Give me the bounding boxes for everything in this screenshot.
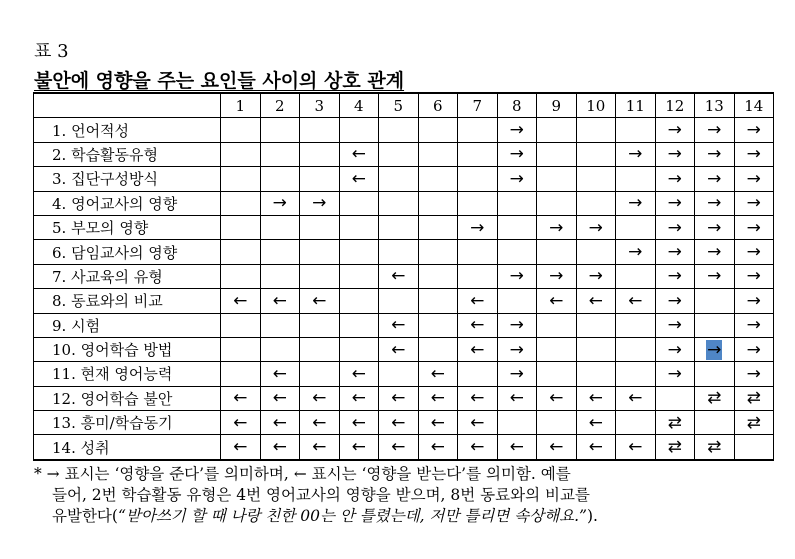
relation-cell xyxy=(221,191,261,215)
relation-cell: → xyxy=(655,215,695,239)
header-row xyxy=(34,93,774,118)
relation-cell: → xyxy=(695,240,735,264)
relation-cell xyxy=(300,337,340,361)
column-header-12: 12 xyxy=(655,93,695,118)
relation-cell xyxy=(260,118,300,142)
relation-cell: → xyxy=(458,215,498,239)
relation-cell xyxy=(379,167,419,191)
relation-cell: → xyxy=(734,337,774,361)
relation-cell xyxy=(576,337,616,361)
relation-cell xyxy=(418,264,458,288)
row-label: 7. 사교육의 유형 xyxy=(34,264,221,288)
footnote-line-3 xyxy=(34,506,774,527)
relation-cell xyxy=(616,337,656,361)
row-label: 9. 시험 xyxy=(34,313,221,337)
relation-cell: ← xyxy=(379,411,419,435)
column-header-3: 3 xyxy=(300,93,340,118)
relation-cell: → xyxy=(537,215,577,239)
table-row xyxy=(34,289,774,313)
relation-cell: ← xyxy=(300,386,340,410)
relation-cell xyxy=(260,142,300,166)
column-header-9: 9 xyxy=(537,93,577,118)
relation-cell: ← xyxy=(260,386,300,410)
relation-cell xyxy=(260,264,300,288)
relation-cell: → xyxy=(655,264,695,288)
relation-cell: → xyxy=(497,264,537,288)
relation-cell xyxy=(695,337,735,361)
relation-cell xyxy=(379,215,419,239)
relation-cell xyxy=(616,411,656,435)
relation-cell xyxy=(300,142,340,166)
relation-cell xyxy=(418,167,458,191)
relation-cell: ← xyxy=(221,435,261,460)
relation-cell xyxy=(339,215,379,239)
relation-cell xyxy=(655,386,695,410)
table-label: 표 3 xyxy=(34,41,69,62)
relation-cell: ← xyxy=(537,289,577,313)
relation-cell: → xyxy=(300,191,340,215)
relation-cell: ← xyxy=(379,386,419,410)
relation-cell xyxy=(418,289,458,313)
row-label: 14. 성취 xyxy=(34,435,221,460)
relation-cell: ← xyxy=(576,386,616,410)
relation-cell: ⇄ xyxy=(655,411,695,435)
relation-cell xyxy=(537,167,577,191)
footnote-quote: “받아쓰기 할 때 나랑 친한 00는 안 틀렸는데, 저만 틀리면 속상해요.” xyxy=(117,507,587,525)
relation-cell xyxy=(537,240,577,264)
relation-cell: ← xyxy=(418,362,458,386)
relation-cell: → xyxy=(537,264,577,288)
relation-cell: → xyxy=(497,313,537,337)
relation-cell xyxy=(458,264,498,288)
relation-cell: → xyxy=(616,142,656,166)
relation-cell xyxy=(458,240,498,264)
relation-cell: → xyxy=(497,337,537,361)
relation-cell xyxy=(300,118,340,142)
relation-cell: → xyxy=(655,313,695,337)
relation-cell: ← xyxy=(616,289,656,313)
row-label: 11. 현재 영어능력 xyxy=(34,362,221,386)
relation-cell: ← xyxy=(616,386,656,410)
relation-cell xyxy=(221,264,261,288)
relation-cell: ← xyxy=(616,435,656,460)
relation-cell: ← xyxy=(576,289,616,313)
relation-cell: → xyxy=(497,118,537,142)
relation-cell: ← xyxy=(300,411,340,435)
relation-cell: ← xyxy=(379,337,419,361)
column-header-14: 14 xyxy=(734,93,774,118)
relation-cell: ← xyxy=(221,386,261,410)
relation-cell xyxy=(221,167,261,191)
relation-cell xyxy=(300,362,340,386)
relation-cell xyxy=(339,337,379,361)
relation-cell xyxy=(497,191,537,215)
relation-cell: → xyxy=(655,362,695,386)
relation-cell: → xyxy=(734,142,774,166)
relation-cell: ← xyxy=(576,411,616,435)
relation-cell: → xyxy=(655,142,695,166)
relation-cell xyxy=(418,240,458,264)
relation-cell xyxy=(616,167,656,191)
relation-cell xyxy=(576,362,616,386)
relation-cell: ← xyxy=(260,362,300,386)
relation-cell xyxy=(537,362,577,386)
row-label: 3. 집단구성방식 xyxy=(34,167,221,191)
relation-cell xyxy=(221,118,261,142)
relation-cell xyxy=(616,313,656,337)
relation-cell: ← xyxy=(339,386,379,410)
relation-cell xyxy=(339,313,379,337)
footnote-line-2: 들어, 2번 학습활동 유형은 4번 영어교사의 영향을 받으며, 8번 동료와의 비교를 xyxy=(52,486,590,504)
footnote-suffix: ). xyxy=(586,507,598,525)
relation-cell: ← xyxy=(458,313,498,337)
relation-cell xyxy=(537,142,577,166)
relation-cell: ← xyxy=(379,313,419,337)
relation-cell xyxy=(458,142,498,166)
relation-cell: → xyxy=(576,215,616,239)
column-header-4: 4 xyxy=(339,93,379,118)
relation-cell: → xyxy=(734,215,774,239)
relation-cell: ⇄ xyxy=(695,386,735,410)
relation-cell: ← xyxy=(379,264,419,288)
relation-cell: → xyxy=(734,240,774,264)
relation-cell: ← xyxy=(379,435,419,460)
relation-cell: ← xyxy=(497,435,537,460)
relation-cell: → xyxy=(655,191,695,215)
relation-cell: ← xyxy=(537,386,577,410)
table-row xyxy=(34,240,774,264)
relation-cell xyxy=(339,118,379,142)
relation-cell xyxy=(221,362,261,386)
relation-cell xyxy=(576,313,616,337)
relation-cell: → xyxy=(695,142,735,166)
relation-cell: → xyxy=(655,167,695,191)
relation-cell: ⇄ xyxy=(655,435,695,460)
relation-cell: → xyxy=(695,167,735,191)
relation-cell: ← xyxy=(418,435,458,460)
relation-cell xyxy=(695,313,735,337)
relation-cell xyxy=(379,289,419,313)
relation-cell xyxy=(537,411,577,435)
relation-cell xyxy=(221,337,261,361)
relation-cell xyxy=(379,142,419,166)
relation-cell: ← xyxy=(339,411,379,435)
relation-cell: ← xyxy=(339,142,379,166)
relation-cell xyxy=(616,362,656,386)
table-row xyxy=(34,313,774,337)
relation-cell xyxy=(339,191,379,215)
relation-cell xyxy=(379,240,419,264)
column-header-8: 8 xyxy=(497,93,537,118)
footnote xyxy=(34,464,774,527)
relation-cell: → xyxy=(576,264,616,288)
relation-cell: ← xyxy=(418,386,458,410)
relation-cell: ← xyxy=(497,386,537,410)
relation-cell xyxy=(458,167,498,191)
row-label: 6. 담임교사의 영향 xyxy=(34,240,221,264)
relation-cell xyxy=(576,167,616,191)
row-label: 2. 학습활동유형 xyxy=(34,142,221,166)
relation-cell: → xyxy=(695,118,735,142)
table-row xyxy=(34,167,774,191)
column-header-10: 10 xyxy=(576,93,616,118)
relation-cell xyxy=(339,289,379,313)
table-title: 불안에 영향을 주는 요인들 사이의 상호 관계 xyxy=(34,70,405,92)
table-row xyxy=(34,386,774,410)
footnote-prefix: 유발한다( xyxy=(52,507,118,525)
relation-cell xyxy=(379,191,419,215)
relation-cell: ⇄ xyxy=(734,386,774,410)
relation-cell: → xyxy=(655,118,695,142)
table-row xyxy=(34,362,774,386)
row-label: 13. 흥미/학습동기 xyxy=(34,411,221,435)
relation-cell xyxy=(695,289,735,313)
relation-cell: → xyxy=(695,191,735,215)
relation-cell xyxy=(497,289,537,313)
relation-cell xyxy=(537,313,577,337)
relation-cell xyxy=(300,167,340,191)
relation-cell xyxy=(260,313,300,337)
relation-cell: ← xyxy=(458,337,498,361)
relation-cell: ← xyxy=(339,435,379,460)
relation-cell: → xyxy=(734,289,774,313)
relation-cell: ← xyxy=(458,289,498,313)
relation-cell xyxy=(418,313,458,337)
relation-cell xyxy=(300,264,340,288)
relation-cell: → xyxy=(734,264,774,288)
relation-cell xyxy=(537,191,577,215)
relation-cell xyxy=(418,118,458,142)
row-label: 12. 영어학습 불안 xyxy=(34,386,221,410)
relation-cell xyxy=(418,191,458,215)
relation-cell: ← xyxy=(458,435,498,460)
relation-cell xyxy=(300,313,340,337)
relation-cell xyxy=(576,142,616,166)
relation-cell xyxy=(379,118,419,142)
table-row xyxy=(34,191,774,215)
table-row xyxy=(34,435,774,460)
relation-cell xyxy=(497,240,537,264)
row-label: 5. 부모의 영향 xyxy=(34,215,221,239)
relation-cell xyxy=(497,215,537,239)
relation-cell: ⇄ xyxy=(695,435,735,460)
relation-cell: ← xyxy=(300,435,340,460)
row-label: 1. 언어적성 xyxy=(34,118,221,142)
relation-cell xyxy=(418,142,458,166)
relation-cell xyxy=(576,240,616,264)
relation-cell xyxy=(339,240,379,264)
column-header-5: 5 xyxy=(379,93,419,118)
corner-cell xyxy=(34,93,221,118)
table-body xyxy=(34,118,774,460)
relation-cell xyxy=(576,118,616,142)
relation-cell xyxy=(221,313,261,337)
column-header-2: 2 xyxy=(260,93,300,118)
relationship-table xyxy=(33,92,774,461)
row-label: 10. 영어학습 방법 xyxy=(34,337,221,361)
relation-cell: → xyxy=(655,337,695,361)
relation-cell: ← xyxy=(339,362,379,386)
relation-cell: → xyxy=(655,289,695,313)
relation-cell xyxy=(616,264,656,288)
relation-cell: ← xyxy=(300,289,340,313)
column-header-11: 11 xyxy=(616,93,656,118)
relation-cell: → xyxy=(655,240,695,264)
relation-cell xyxy=(339,264,379,288)
row-label: 8. 동료와의 비교 xyxy=(34,289,221,313)
relation-cell xyxy=(300,240,340,264)
highlighted-arrow: → xyxy=(707,339,722,360)
relation-cell: → xyxy=(497,142,537,166)
table-row xyxy=(34,337,774,361)
relation-cell xyxy=(497,411,537,435)
column-header-13: 13 xyxy=(695,93,735,118)
column-header-1: 1 xyxy=(221,93,261,118)
relation-cell xyxy=(458,191,498,215)
relation-cell xyxy=(418,215,458,239)
relation-cell: ← xyxy=(260,435,300,460)
table-row xyxy=(34,118,774,142)
table-row xyxy=(34,411,774,435)
relation-cell: ← xyxy=(458,411,498,435)
relation-cell: ← xyxy=(221,411,261,435)
relation-cell: → xyxy=(695,215,735,239)
relation-cell: → xyxy=(497,167,537,191)
relation-cell: → xyxy=(734,118,774,142)
column-header-6: 6 xyxy=(418,93,458,118)
relation-cell xyxy=(260,337,300,361)
relation-cell: → xyxy=(734,313,774,337)
footnote-line-1: * → 표시는 ‘영향을 준다’를 의미하며, ← 표시는 ‘영향을 받는다’를 의미함. 예를 xyxy=(34,465,571,483)
relation-cell: → xyxy=(616,191,656,215)
relation-cell xyxy=(221,142,261,166)
relation-cell: ← xyxy=(260,411,300,435)
relation-cell xyxy=(458,362,498,386)
relation-cell: → xyxy=(695,264,735,288)
relation-cell xyxy=(695,362,735,386)
relation-cell xyxy=(576,191,616,215)
relation-cell: → xyxy=(260,191,300,215)
relation-cell: ← xyxy=(418,411,458,435)
relation-cell xyxy=(616,118,656,142)
relation-cell xyxy=(221,215,261,239)
relation-cell: ← xyxy=(576,435,616,460)
relation-cell: → xyxy=(497,362,537,386)
table-row xyxy=(34,215,774,239)
table-row xyxy=(34,142,774,166)
relation-cell: → xyxy=(734,191,774,215)
relation-cell xyxy=(695,411,735,435)
relation-cell: ← xyxy=(221,289,261,313)
relation-cell xyxy=(734,435,774,460)
relation-cell xyxy=(537,337,577,361)
relation-cell: ← xyxy=(537,435,577,460)
relation-cell: → xyxy=(616,240,656,264)
relation-cell: ← xyxy=(339,167,379,191)
relation-cell xyxy=(300,215,340,239)
relation-cell xyxy=(260,167,300,191)
relation-cell xyxy=(379,362,419,386)
relation-cell xyxy=(260,215,300,239)
column-header-7: 7 xyxy=(458,93,498,118)
relation-cell xyxy=(616,215,656,239)
relation-cell xyxy=(418,337,458,361)
relation-cell: ⇄ xyxy=(734,411,774,435)
relation-cell xyxy=(221,240,261,264)
relation-cell xyxy=(260,240,300,264)
relation-cell: → xyxy=(734,362,774,386)
relation-cell: ← xyxy=(260,289,300,313)
relation-cell xyxy=(537,118,577,142)
table-row xyxy=(34,264,774,288)
relation-cell: ← xyxy=(458,386,498,410)
relation-cell xyxy=(458,118,498,142)
row-label: 4. 영어교사의 영향 xyxy=(34,191,221,215)
relation-cell: → xyxy=(734,167,774,191)
